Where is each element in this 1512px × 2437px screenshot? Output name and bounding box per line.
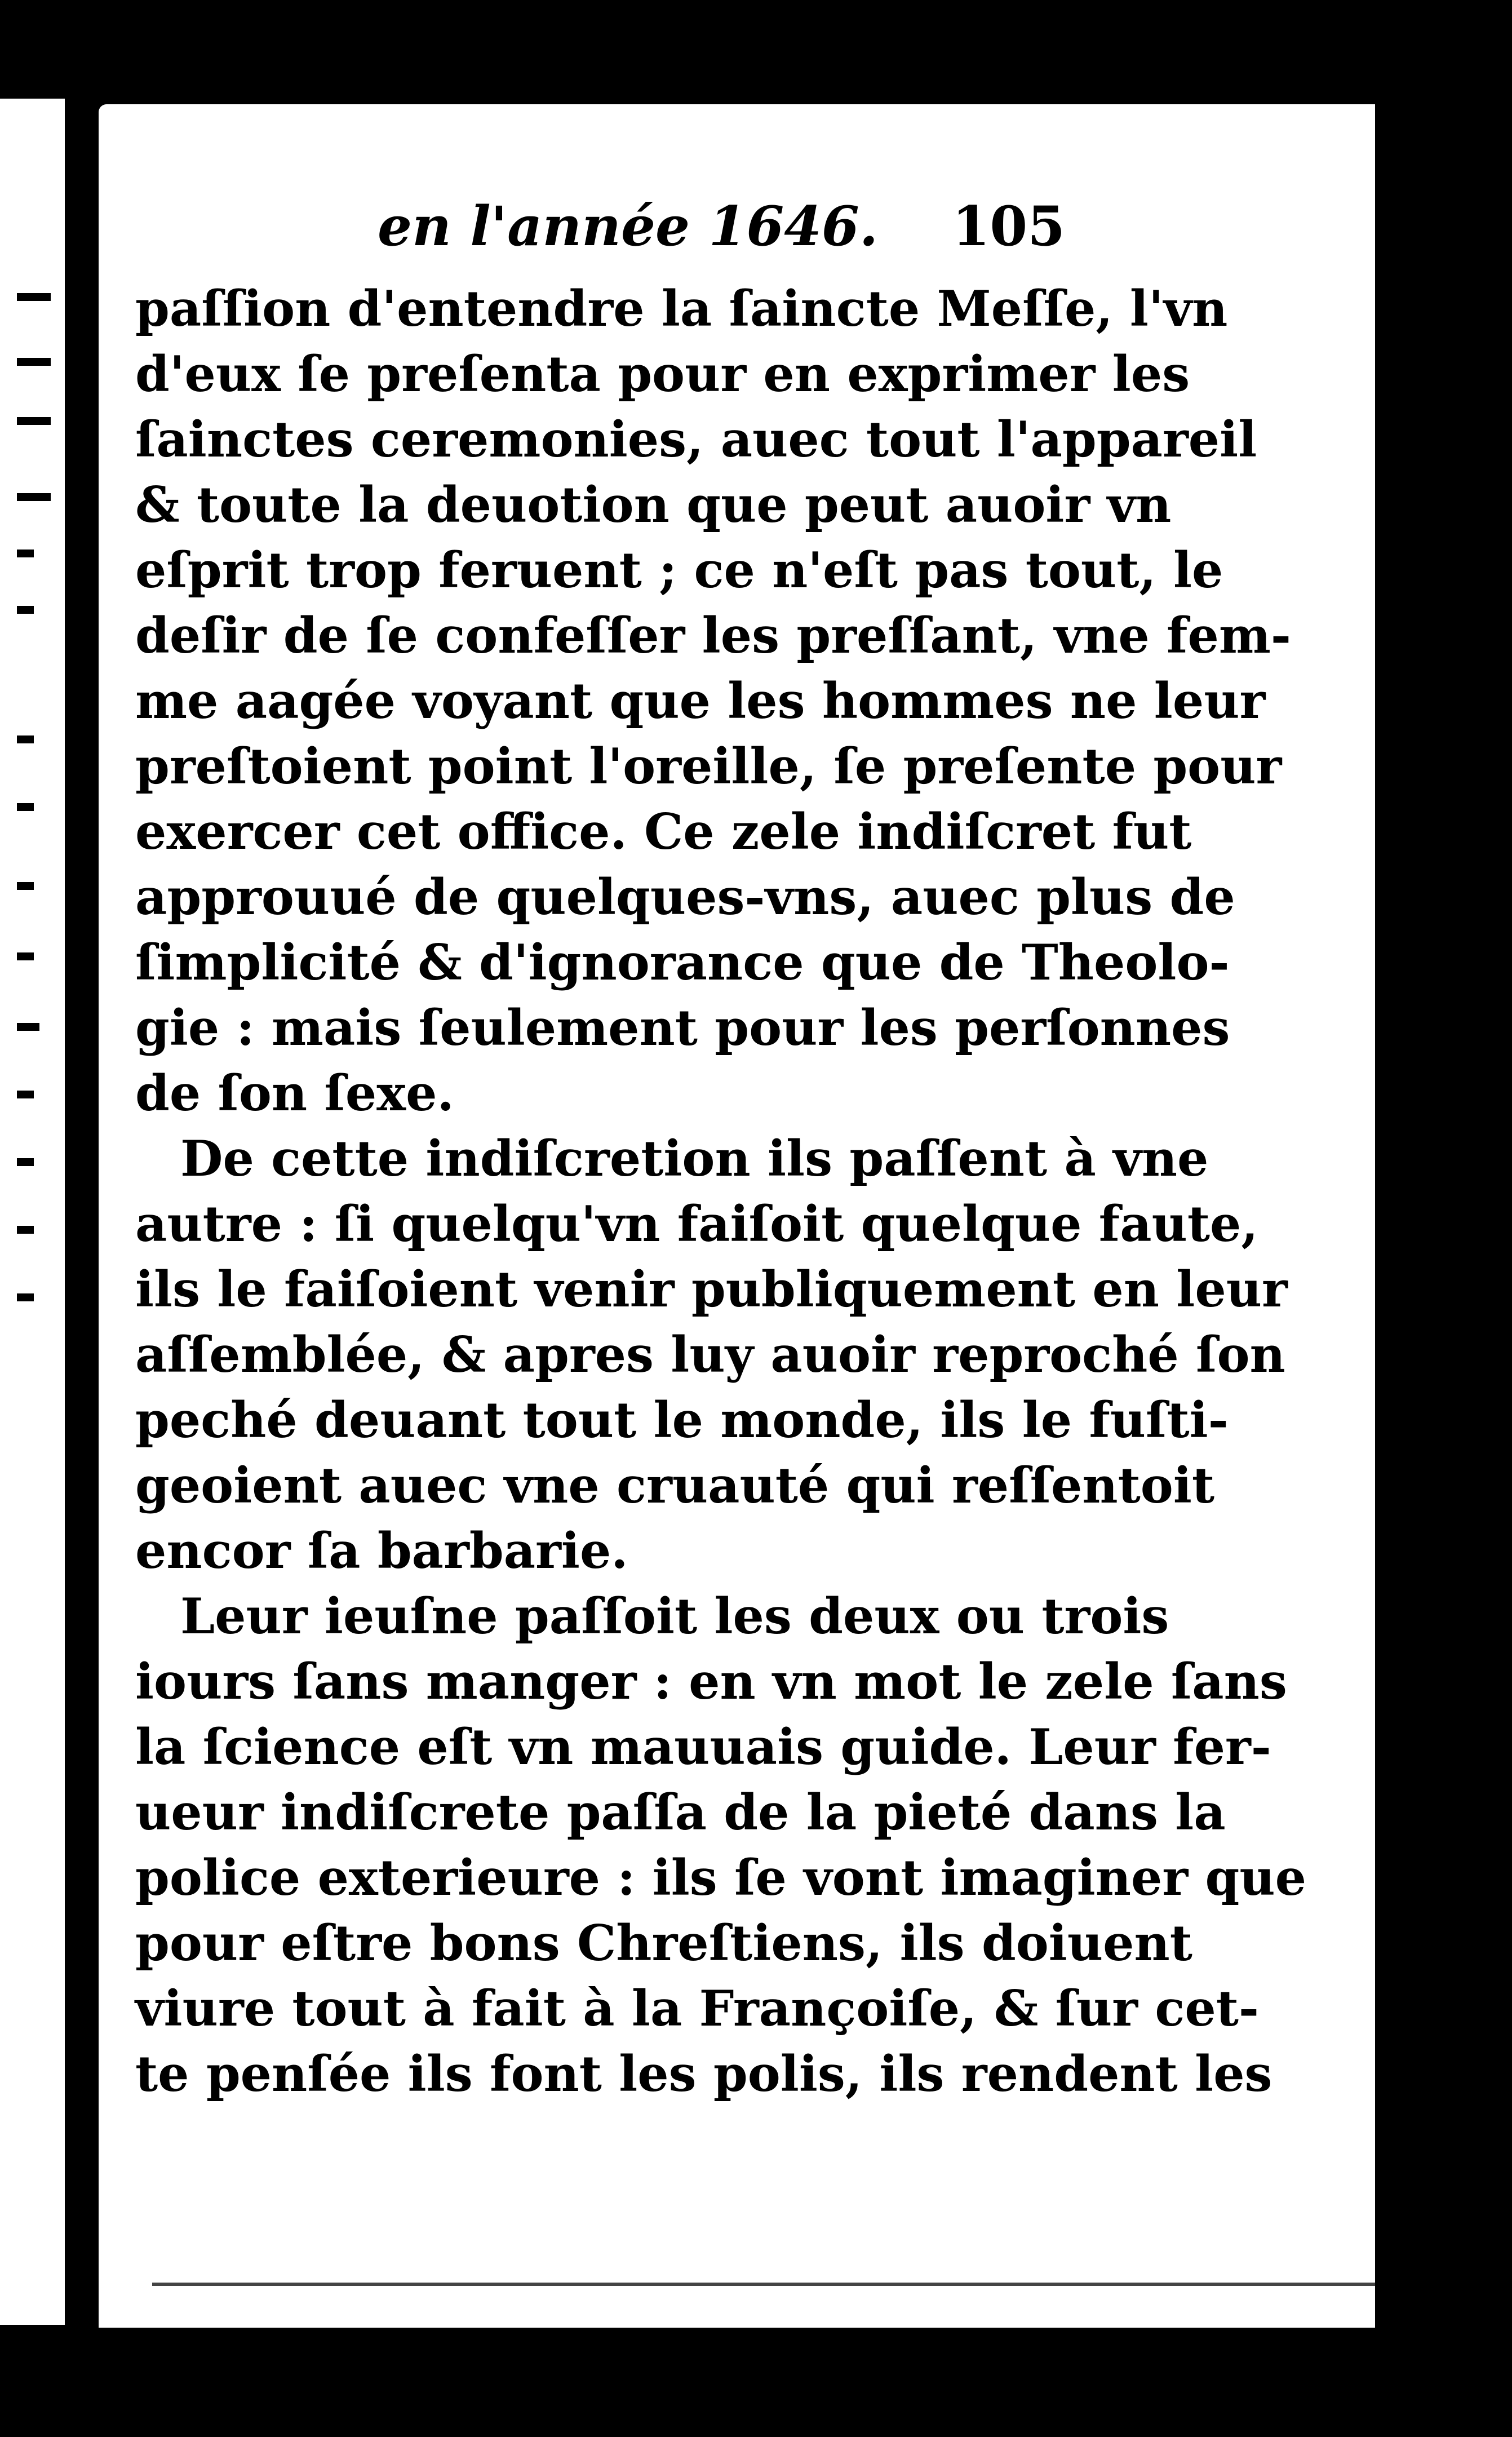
running-head-title: en l'année 1646. [378, 194, 879, 258]
text-line: & toute la deuotion que peut auoir vn [135, 476, 1172, 534]
text-line: viure tout à fait à la Françoiſe, & ſur cet- [135, 1979, 1259, 2037]
facing-page-strip [0, 99, 65, 2325]
text-line: ils le faiſoient venir publiquement en leur [135, 1260, 1288, 1318]
text-line: preſtoient point l'oreille, ſe preſente pour [135, 737, 1282, 795]
ink-mark [17, 358, 51, 366]
text-line: deſir de ſe confeſſer les preſſant, vne fem- [135, 606, 1291, 664]
text-line: eſprit trop feruent ; ce n'eſt pas tout, le [135, 541, 1223, 599]
ink-mark [17, 493, 51, 501]
facing-page-ink-marks [0, 99, 65, 2325]
text-line: Leur ieuſne paſſoit les deux ou trois [180, 1587, 1169, 1645]
book-gutter [65, 85, 99, 2367]
text-line: te penſée ils font les polis, ils rendent les [135, 2045, 1272, 2103]
text-line: ueur indiſcrete paſſa de la pieté dans la [135, 1783, 1226, 1841]
text-line: paſſion d'entendre la ſaincte Meſſe, l'vn [135, 280, 1228, 338]
text-line: la ſcience eſt vn mauuais guide. Leur fer- [135, 1718, 1271, 1776]
body-text [135, 276, 1306, 2107]
ink-mark [17, 1023, 39, 1031]
ink-mark [17, 1158, 34, 1166]
ink-mark [17, 1091, 34, 1098]
ink-mark [17, 952, 34, 960]
text-line: ſainctes ceremonies, auec tout l'appareil [135, 410, 1257, 468]
text-line: encor ſa barbarie. [135, 1522, 628, 1580]
ink-mark [17, 735, 34, 743]
page-number: 105 [952, 194, 1065, 258]
text-line: geoient auec vne cruauté qui reſſentoit [135, 1456, 1215, 1514]
text-line: peché deuant tout le monde, ils le fuſti- [135, 1391, 1229, 1449]
ink-mark [17, 293, 51, 301]
text-line: d'eux ſe preſenta pour en exprimer les [135, 345, 1190, 403]
text-line: ſimplicité & d'ignorance que de Theolo- [135, 933, 1230, 991]
ink-mark [17, 882, 34, 890]
text-line: exercer cet office. Ce zele indiſcret fut [135, 803, 1192, 861]
text-line: autre : ſi quelqu'vn faiſoit quelque faute, [135, 1195, 1258, 1253]
text-line: gie : mais ſeulement pour les perſonnes [135, 999, 1230, 1057]
ink-mark [17, 1226, 34, 1234]
text-line: de ſon ſexe. [135, 1064, 454, 1122]
running-head [135, 194, 1065, 268]
text-line: De cette indiſcretion ils paſſent à vne [180, 1129, 1209, 1188]
text-line: me aagée voyant que les hommes ne leur [135, 672, 1266, 730]
text-line: pour eſtre bons Chreſtiens, ils doiuent [135, 1914, 1192, 1972]
ink-mark [17, 606, 34, 614]
ink-mark [17, 1293, 34, 1301]
page-bottom-edge [152, 2283, 1375, 2286]
text-line: police exterieure : ils ſe vont imaginer que [135, 1849, 1306, 1907]
ink-mark [17, 803, 34, 811]
text-line: approuué de quelques-vns, auec plus de [135, 868, 1235, 926]
text-line: aſſemblée, & apres luy auoir reproché ſon [135, 1326, 1285, 1384]
ink-mark [17, 417, 51, 425]
text-line: iours ſans manger : en vn mot le zele ſans [135, 1652, 1287, 1711]
ink-mark [17, 550, 34, 557]
